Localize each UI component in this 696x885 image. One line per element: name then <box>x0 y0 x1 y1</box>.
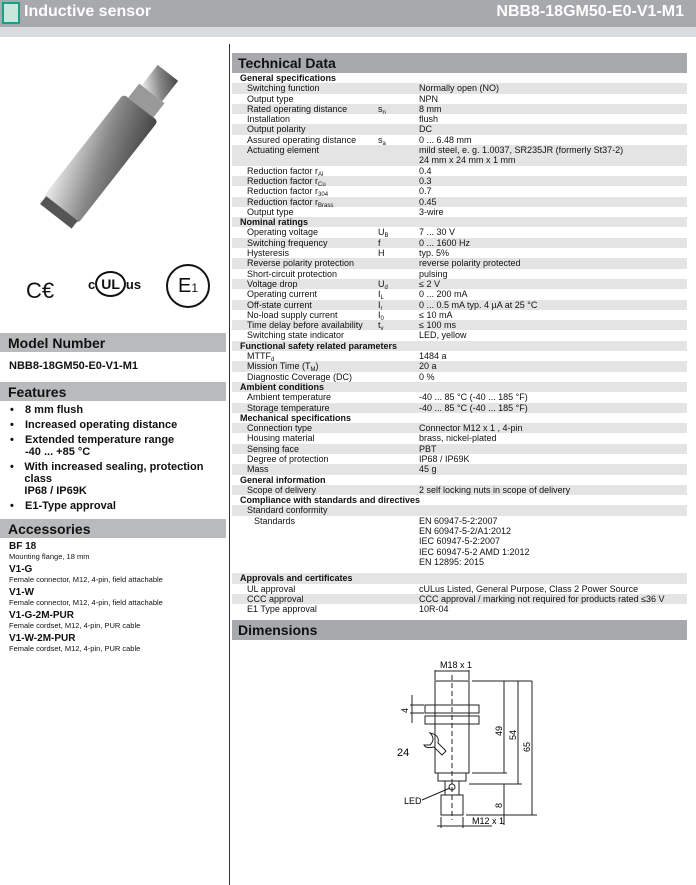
spec-value: 0 % <box>419 371 435 382</box>
spec-symbol <box>378 403 419 413</box>
spec-value: pulsing <box>419 268 448 279</box>
spec-row <box>232 351 687 364</box>
spec-symbol <box>378 124 419 134</box>
spec-symbol: $I_L$ <box>378 289 384 302</box>
technical-data-heading: Technical Data <box>232 53 687 73</box>
spec-row <box>232 207 687 217</box>
spec-label: Housing material <box>247 433 315 444</box>
spec-value: CCC approval / marking not required for products rated ≤36 V <box>419 593 665 604</box>
spec-label: Actuating element <box>247 145 320 156</box>
spec-symbol <box>378 604 419 614</box>
accessory-name: V1-W-2M-PUR <box>9 633 76 644</box>
spec-category: General specifications <box>240 73 337 83</box>
spec-value: 8 mm <box>419 103 442 114</box>
dim-54: 54 <box>508 730 518 741</box>
spec-symbol <box>378 584 419 594</box>
spec-value: ≤ 10 mA <box>419 309 453 320</box>
spec-label: Mass <box>247 464 269 475</box>
spec-symbol <box>378 94 419 104</box>
spec-label: E1 Type approval <box>247 604 317 615</box>
features-list <box>0 404 226 512</box>
dim-49: 49 <box>494 726 504 737</box>
spec-label: Reverse polarity protection <box>247 258 355 269</box>
model-number-heading: Model Number <box>0 333 226 352</box>
spec-symbol: $s_n$ <box>378 103 386 116</box>
product-category: Inductive sensor <box>24 3 152 20</box>
header-model: NBB8-18GM50-E0-V1-M1 <box>496 3 684 20</box>
dim-connector: M12 x 1 <box>472 816 505 827</box>
feature-item: • Increased operating distance <box>10 419 178 431</box>
accessory-name: V1-G-2M-PUR <box>9 610 75 621</box>
spec-label: Installation <box>247 114 291 125</box>
spec-value: brass, nickel-plated <box>419 433 497 444</box>
spec-category: Nominal ratings <box>232 217 687 227</box>
spec-symbol <box>378 176 419 186</box>
spec-value: -40 ... 85 °C (-40 ... 185 °F) <box>419 392 528 403</box>
spec-symbol: $U_d$ <box>378 278 388 291</box>
spec-symbol: $I_0$ <box>378 309 384 322</box>
spec-category: Mechanical specifications <box>240 412 352 423</box>
spec-label: Sensing face <box>247 443 300 454</box>
spec-value: 1484 a <box>419 351 447 362</box>
spec-category: Compliance with standards and directives <box>240 495 421 506</box>
spec-symbol <box>378 361 419 371</box>
spec-category: General information <box>240 474 326 485</box>
spec-value: reverse polarity protected <box>419 258 521 269</box>
spec-row <box>232 320 687 333</box>
spec-value: -40 ... 85 °C (-40 ... 185 °F) <box>419 402 528 413</box>
spec-value: Normally open (NO) <box>419 83 500 94</box>
spec-label: Connection type <box>247 423 313 434</box>
spec-value: 0.7 <box>419 186 432 197</box>
spec-value: 45 g <box>419 464 437 475</box>
spec-row <box>232 454 687 464</box>
spec-symbol <box>378 433 419 443</box>
accessory-item <box>0 564 226 584</box>
spec-row <box>232 516 687 567</box>
accessory-name: BF 18 <box>9 541 37 552</box>
accessory-name: V1-W <box>9 587 34 598</box>
spec-row <box>232 403 687 413</box>
spec-symbol <box>378 464 419 474</box>
spec-category: Approvals and certificates <box>232 573 687 583</box>
spec-row <box>232 114 687 124</box>
spec-value: 0.4 <box>419 165 432 176</box>
spec-value: LED, yellow <box>419 330 467 341</box>
spec-label: Reduction factor $r_{304}$ <box>247 186 329 199</box>
spec-row <box>232 289 687 302</box>
spec-value: Connector M12 x 1 , 4-pin <box>419 423 523 434</box>
spec-label: Reduction factor $r_{Brass}$ <box>247 196 334 209</box>
dim-8: 8 <box>494 803 504 809</box>
spec-value: PBT <box>419 443 437 454</box>
spec-row <box>232 238 687 248</box>
spec-row <box>232 186 687 199</box>
brand-logo <box>2 2 20 24</box>
spec-label: Assured operating distance <box>247 134 357 145</box>
spec-symbol <box>378 485 419 495</box>
spec-value: cULus Listed, General Purpose, Class 2 Power Source <box>419 583 639 594</box>
spec-value: typ. 5% <box>419 248 450 259</box>
header-strip <box>0 27 696 37</box>
spec-value: 20 a <box>419 361 437 372</box>
left-column <box>0 37 226 653</box>
spec-value: IP68 / IP69K <box>419 453 470 464</box>
spec-symbol <box>378 444 419 454</box>
spec-value: 0 ... 1600 Hz <box>419 237 471 248</box>
dim-thread: M18 x 1 <box>440 660 473 671</box>
spec-label: Output polarity <box>247 124 306 135</box>
spec-symbol: $I_r$ <box>378 299 383 312</box>
spec-row <box>232 392 687 402</box>
spec-row <box>232 584 687 594</box>
spec-value: 0 ... 0.5 mA typ. 4 µA at 25 °C <box>419 299 538 310</box>
accessories-list <box>0 541 226 653</box>
spec-label: Off-state current <box>247 299 312 310</box>
spec-label: Reduction factor $r_{Al}$ <box>247 165 324 178</box>
spec-symbol <box>378 505 419 515</box>
accessory-item <box>0 633 226 653</box>
spec-label: Short-circuit protection <box>247 268 338 279</box>
spec-symbol: H <box>378 248 385 259</box>
spec-value: ≤ 100 ms <box>419 320 456 331</box>
certification-logos <box>0 252 226 332</box>
spec-category: Ambient conditions <box>232 382 687 392</box>
spec-label: $MTTF_d$ <box>247 351 275 364</box>
spec-row <box>232 464 687 474</box>
spec-row <box>232 485 687 495</box>
spec-row <box>232 372 687 382</box>
spec-symbol <box>378 186 419 196</box>
spec-label: Reduction factor $r_{Cu}$ <box>247 175 326 188</box>
spec-symbol <box>378 114 419 124</box>
spec-value: 7 ... 30 V <box>419 227 456 238</box>
spec-value: 0.3 <box>419 175 432 186</box>
spec-row <box>232 197 687 207</box>
ce-mark: C€ <box>26 278 55 303</box>
spec-row <box>232 310 687 320</box>
accessory-desc: Female cordset, M12, 4-pin, PUR cable <box>9 621 141 630</box>
header-bar <box>0 0 696 27</box>
spec-label: Output type <box>247 93 294 104</box>
spec-symbol <box>378 197 419 207</box>
spec-value: 0 ... 200 mA <box>419 289 468 300</box>
spec-row <box>232 227 687 240</box>
spec-symbol <box>378 516 419 567</box>
spec-row <box>232 444 687 454</box>
spec-symbol <box>378 207 419 217</box>
spec-label: UL approval <box>247 583 296 594</box>
spec-category: Functional safety related parameters <box>232 341 687 351</box>
spec-row <box>232 166 687 176</box>
spec-row <box>232 176 687 186</box>
spec-label: Diagnostic Coverage (DC) <box>247 371 353 382</box>
feature-item: • Extended temperature range -40 ... +85 °C <box>10 434 175 458</box>
accessory-name: V1-G <box>9 564 33 575</box>
spec-symbol <box>378 454 419 464</box>
spec-row <box>232 505 687 515</box>
spec-symbol <box>378 351 419 361</box>
accessory-desc: Female connector, M12, 4-pin, field attachable <box>9 575 163 584</box>
dim-65: 65 <box>522 742 532 753</box>
spec-label: Output type <box>247 206 294 217</box>
model-number: NBB8-18GM50-E0-V1-M1 <box>9 360 138 372</box>
spec-label: Mission Time $(T_M)$ <box>247 361 319 374</box>
product-image <box>0 37 226 247</box>
spec-row <box>232 135 687 145</box>
spec-value: 0.45 <box>419 196 437 207</box>
spec-row <box>232 124 687 134</box>
features-heading: Features <box>0 382 226 401</box>
spec-row <box>232 104 687 114</box>
spec-symbol <box>378 423 419 433</box>
spec-symbol: f <box>378 237 381 248</box>
accessories-heading: Accessories <box>0 519 226 538</box>
spec-row <box>232 258 687 268</box>
spec-label: Switching frequency <box>247 237 328 248</box>
spec-value: DC <box>419 124 432 135</box>
spec-symbol <box>378 83 419 93</box>
spec-row <box>232 279 687 289</box>
spec-symbol <box>378 269 419 279</box>
spec-value: flush <box>419 114 439 125</box>
spec-row <box>232 330 687 340</box>
spec-symbol <box>378 145 419 166</box>
spec-symbol <box>378 330 419 340</box>
spec-value: 0 ... 6.48 mm <box>419 134 472 145</box>
spec-symbol: $s_a$ <box>378 134 386 147</box>
spec-label: Ambient temperature <box>247 392 332 403</box>
spec-value: 3-wire <box>419 206 444 217</box>
ul-mark: c UL us <box>88 276 141 292</box>
spec-value: NPN <box>419 93 439 104</box>
feature-item: • E1-Type approval <box>10 500 116 512</box>
feature-item: • 8 mm flush <box>10 404 84 416</box>
spec-symbol: $t_v$ <box>378 320 384 333</box>
spec-value: mild steel, e. g. 1.0037, SR235JR (formerly St37-2) 24 mm x 24 mm x 1 mm <box>419 145 624 166</box>
spec-label: Rated operating distance <box>247 103 348 114</box>
accessory-item <box>0 610 226 630</box>
spec-value <box>419 505 687 515</box>
spec-label: Switching function <box>247 83 320 94</box>
spec-label: Switching state indicator <box>247 330 345 341</box>
spec-row <box>232 604 687 614</box>
spec-symbol: $U_B$ <box>378 227 389 240</box>
accessory-desc: Mounting flange, 18 mm <box>9 552 90 561</box>
spec-symbol <box>378 166 419 176</box>
spec-label: Standards <box>254 515 296 526</box>
dimensions-heading: Dimensions <box>232 620 687 640</box>
accessory-desc: Female connector, M12, 4-pin, field attachable <box>9 598 163 607</box>
dim-wrench: 24 <box>397 747 410 760</box>
spec-label: No-load supply current <box>247 309 338 320</box>
spec-row <box>232 300 687 310</box>
spec-label: Storage temperature <box>247 402 330 413</box>
dimension-drawing <box>232 640 687 855</box>
spec-row <box>232 83 687 93</box>
e1-mark: E1 <box>166 264 210 308</box>
dim-nut: 4 <box>400 708 410 714</box>
accessory-desc: Female cordset, M12, 4-pin, PUR cable <box>9 644 141 653</box>
spec-symbol <box>378 594 419 604</box>
spec-label: Operating current <box>247 289 318 300</box>
spec-label: CCC approval <box>247 593 304 604</box>
spec-label: Hysteresis <box>247 248 290 259</box>
column-divider <box>229 44 230 885</box>
spec-row <box>232 433 687 443</box>
feature-item: • With increased sealing, protection class IP68 / IP69K <box>10 461 204 497</box>
dim-led: LED <box>404 796 422 807</box>
spec-symbol <box>378 372 419 382</box>
spec-row <box>232 361 687 374</box>
spec-row <box>232 248 687 258</box>
accessory-item <box>0 541 226 561</box>
spec-label: Scope of delivery <box>247 484 317 495</box>
spec-label: Standard conformity <box>247 505 328 516</box>
spec-row <box>232 594 687 604</box>
spec-label: Time delay before availability <box>247 320 363 331</box>
spec-value: EN 60947-5-2:2007 EN 60947-5-2/A1:2012 IEC 60947-5-2:2007 IEC 60947-5-2 AMD 1:2012 EN 12895: 2015 <box>419 515 530 567</box>
technical-data <box>232 53 687 857</box>
spec-value: 2 self locking nuts in scope of delivery <box>419 484 571 495</box>
spec-row <box>232 145 687 166</box>
spec-symbol <box>378 258 419 268</box>
spec-label: Degree of protection <box>247 453 329 464</box>
spec-label: Voltage drop <box>247 278 298 289</box>
spec-symbol <box>378 392 419 402</box>
spec-row <box>232 423 687 433</box>
spec-label: Operating voltage <box>247 227 319 238</box>
spec-row <box>232 94 687 104</box>
spec-value: 10R-04 <box>419 604 449 615</box>
accessory-item <box>0 587 226 607</box>
spec-row <box>232 269 687 279</box>
spec-value: ≤ 2 V <box>419 278 440 289</box>
